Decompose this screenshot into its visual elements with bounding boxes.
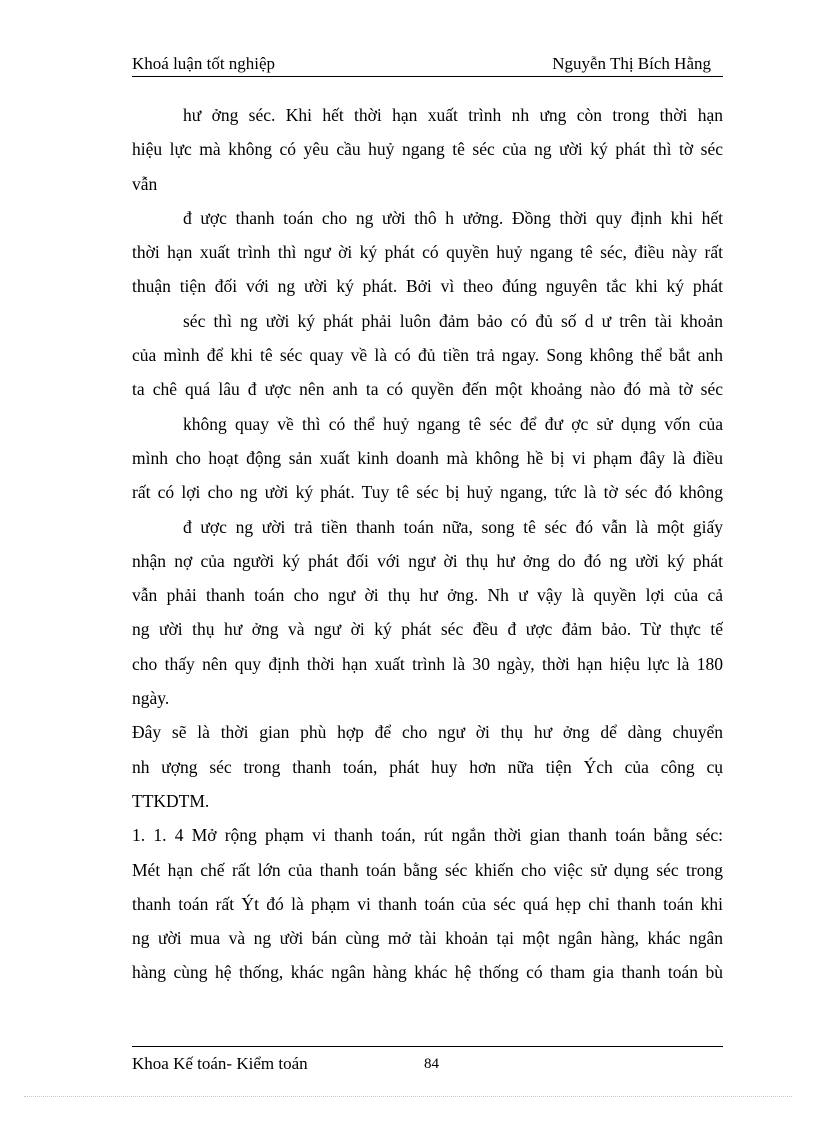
section-heading: 1. 1. 4 Mở rộng phạm vi thanh toán, rút ngắn thời gian thanh toán bằng séc: (132, 825, 723, 846)
text-line: TTKDTM. (132, 790, 210, 811)
page-header (132, 52, 723, 77)
text-line: đ ược ng ười trả tiền thanh toán nữa, song tê séc đó vẫn là một giấy (183, 516, 723, 537)
text-line: thuận tiện đối với ng ười ký phát. Bởi vì theo đúng nguyên tắc khi ký phát (132, 276, 723, 297)
text-line: hàng cùng hệ thống, khác ngân hàng khác hệ thống có tham gia thanh toán bù (132, 962, 723, 983)
text-line: nhận nợ của người ký phát đối với ngư ời thụ hư ởng do đó ng ười ký phát (132, 550, 723, 571)
footer-department: Khoa Kế toán- Kiểm toán (132, 1054, 308, 1073)
text-line: ng ười mua và ng ười bán cùng mở tài khoản tại một ngân hàng, khác ngân (132, 928, 723, 949)
text-line: Mét hạn chế rất lớn của thanh toán bằng séc khiến cho việc sử dụng séc trong (132, 859, 723, 880)
text-line: rất có lợi cho ng ười ký phát. Tuy tê séc bị huỷ ngang, tức là tờ séc đó không (132, 482, 723, 503)
text-line: séc thì ng ười ký phát phải luôn đảm bảo có đủ số d ư trên tài khoản (183, 310, 723, 331)
text-line: vẫn phải thanh toán cho ngư ời thụ hư ởng. Nh ư vậy là quyền lợi của cả (132, 585, 723, 606)
page-footer (132, 1046, 723, 1077)
text-line: vẫn (132, 173, 158, 194)
body-text (132, 98, 723, 990)
text-line: hiệu lực mà không có yêu cầu huỷ ngang tê séc của ng ười ký phát thì tờ séc (132, 139, 723, 160)
text-line: thời hạn xuất trình thì ngư ời ký phát có quyền huỷ ngang tê séc, điều này rất (132, 242, 723, 263)
text-line: ta chê quá lâu đ ược nên anh ta có quyền đến một khoảng nào đó mà tờ séc (132, 379, 723, 400)
text-line: hư ởng séc. Khi hết thời hạn xuất trình nh ưng còn trong thời hạn (183, 105, 723, 125)
text-line: đ ược thanh toán cho ng ười thô h ưởng. Đồng thời quy định khi hết (183, 207, 723, 228)
text-line: của mình để khi tê séc quay về là có đủ tiền trả ngay. Song không thể bắt anh (132, 345, 723, 366)
text-line: thanh toán rất Ýt đó là phạm vi thanh toán của séc quá hẹp chỉ thanh toán khi (132, 893, 723, 914)
header-author-name: Nguyễn Thị Bích Hằng (552, 54, 711, 73)
header-thesis-label: Khoá luận tốt nghiệp (132, 54, 276, 73)
text-line: ng ười thụ hư ởng và ngư ời ký phát séc đều đ ược đảm bảo. Từ thực tế (132, 619, 723, 640)
text-line: Đây sẽ là thời gian phù hợp để cho ngư ời thụ hư ởng dể dàng chuyển (132, 722, 723, 743)
page-edge-dotted (24, 1096, 792, 1097)
page-number: 84 (424, 1056, 439, 1072)
text-line: không quay về thì có thể huỷ ngang tê séc để đư ợc sử dụng vốn của (183, 413, 723, 434)
text-line: cho thấy nên quy định thời hạn xuất trình là 30 ngày, thời hạn hiệu lực là 180 (132, 653, 723, 674)
text-line: mình cho hoạt động sản xuất kinh doanh mà không hề bị vi phạm đây là điều (132, 447, 723, 468)
text-line: nh ượng séc trong thanh toán, phát huy hơn nữa tiện Ých của công cụ (132, 756, 723, 777)
text-line: ngày. (132, 688, 170, 709)
